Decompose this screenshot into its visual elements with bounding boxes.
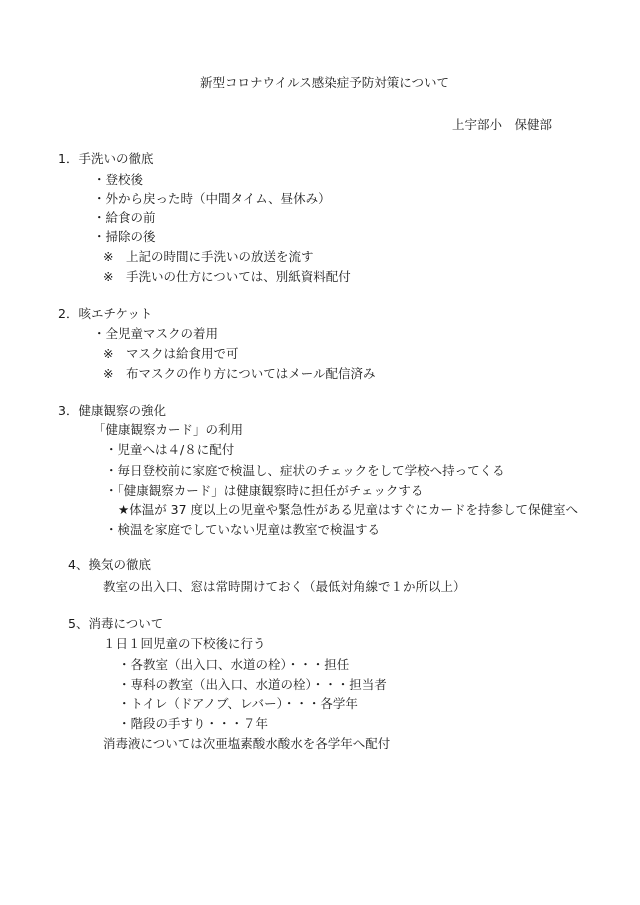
list-item: 「健康観察カード」の利用 — [93, 422, 244, 437]
note-item: ※ 布マスクの作り方についてはメール配信済み — [103, 366, 376, 381]
note-item: ※ マスクは給食用で可 — [103, 346, 239, 361]
author-label: 上宇部小 保健部 — [452, 117, 553, 132]
list-item: １日１回児童の下校後に行う — [103, 636, 266, 651]
section-heading: 1．手洗いの徹底 — [58, 151, 154, 166]
section-heading: 3．健康観察の強化 — [58, 403, 166, 418]
note-item: ※ 上記の時間に手洗いの放送を流す — [103, 249, 314, 264]
list-item: 教室の出入口、窓は常時開けておく（最低対角線で１か所以上） — [103, 579, 466, 594]
list-item: ・登校後 — [93, 172, 144, 187]
document-title: 新型コロナウイルス感染症予防対策について — [200, 75, 450, 90]
list-item: ・毎日登校前に家庭で検温し、症状のチェックをして学校へ持ってくる — [105, 463, 505, 478]
list-item: ・掃除の後 — [93, 229, 156, 244]
list-item: ・トイレ（ドアノブ、レバー）・・・各学年 — [118, 696, 358, 711]
list-item: ・検温を家庭でしていない児童は教室で検温する — [105, 522, 381, 537]
list-item: ・専科の教室（出入口、水道の栓）・・・担当者 — [118, 677, 387, 692]
section-heading: 2．咳エチケット — [58, 306, 153, 321]
note-item: ※ 手洗いの仕方については、別紙資料配付 — [103, 269, 351, 284]
list-item: ・階段の手すり・・・７年 — [118, 716, 269, 731]
list-item: ・全児童マスクの着用 — [93, 326, 219, 341]
list-item: 消毒液については次亜塩素酸水酸水を各学年へ配付 — [103, 736, 391, 751]
section-heading: 5、消毒について — [68, 616, 164, 631]
section-heading: 4、換気の徹底 — [68, 557, 151, 572]
list-item: ・各教室（出入口、水道の栓）・・・担任 — [118, 657, 350, 672]
list-item: ・「健康観察カード」は健康観察時に担任がチェックする — [105, 483, 424, 498]
list-item: ・児童へは４/８に配付 — [105, 442, 235, 457]
list-item: ・給食の前 — [93, 210, 156, 225]
warning-item: ★体温が 37 度以上の児童や緊急性がある児童はすぐにカードを持参して保健室へ — [118, 502, 579, 517]
list-item: ・外から戻った時（中間タイム、昼休み） — [93, 191, 331, 206]
